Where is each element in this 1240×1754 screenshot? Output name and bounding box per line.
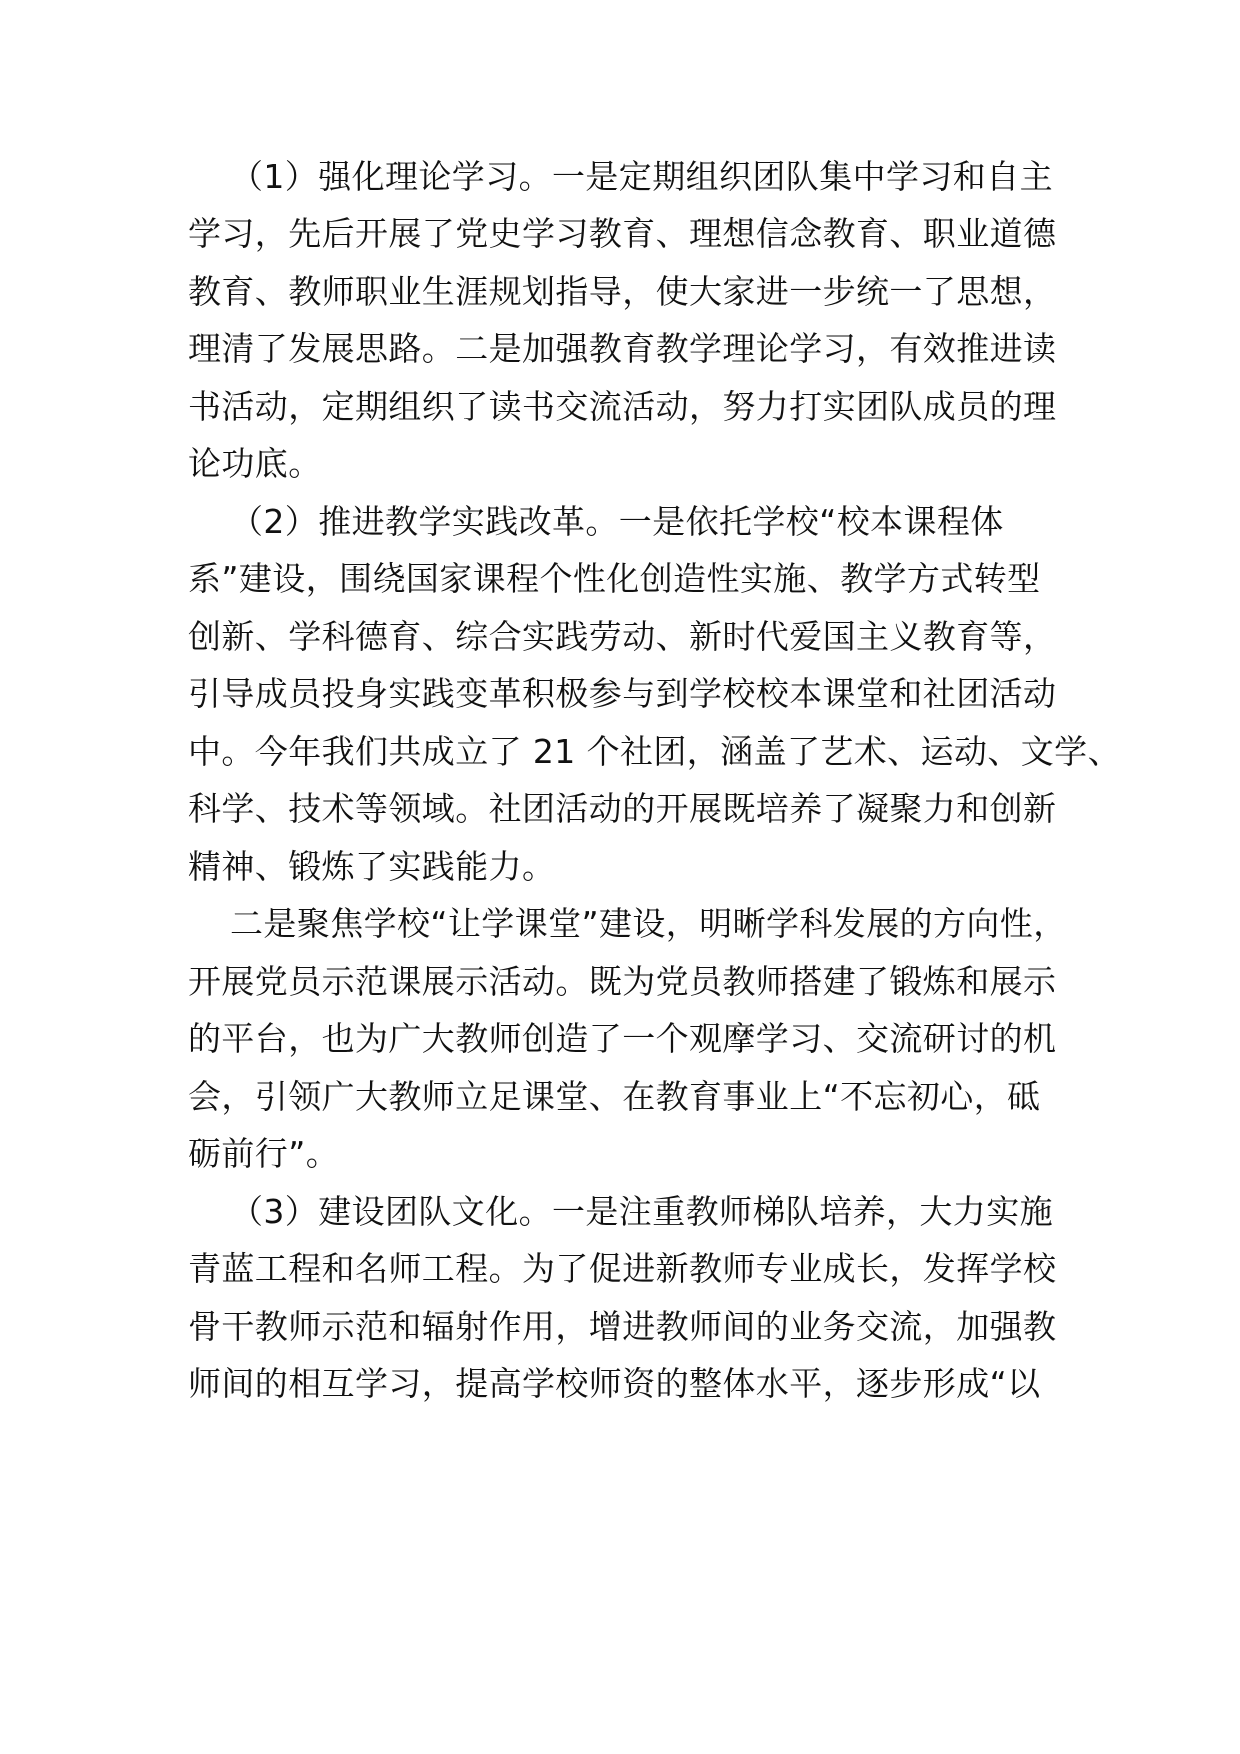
paragraph-3-line-4: 会，引领广大教师立足课堂、在教育事业上“不忘初心，砥 (188, 1077, 1041, 1116)
paragraph-1-line-1: （1）强化理论学习。一是定期组织团队集中学习和自主 (230, 157, 1053, 196)
paragraph-4-line-2: 青蓝工程和名师工程。为了促进新教师专业成长，发挥学校 (188, 1249, 1057, 1288)
paragraph-2-line-5: 中。今年我们共成立了 21 个社团，涵盖了艺术、运动、文学、 (188, 732, 1121, 771)
paragraph-1-line-2: 学习，先后开展了党史学习教育、理想信念教育、职业道德 (188, 214, 1057, 253)
paragraph-2-line-1: （2）推进教学实践改革。一是依托学校“校本课程体 (230, 502, 1004, 541)
paragraph-4-line-4: 师间的相互学习，提高学校师资的整体水平，逐步形成“以 (188, 1364, 1041, 1403)
paragraph-3-line-3: 的平台，也为广大教师创造了一个观摩学习、交流研讨的机 (188, 1019, 1057, 1058)
paragraph-1-line-3: 教育、教师职业生涯规划指导，使大家进一步统一了思想， (188, 272, 1057, 311)
paragraph-2-line-6: 科学、技术等领域。社团活动的开展既培养了凝聚力和创新 (188, 789, 1057, 828)
paragraph-2-line-7: 精神、锻炼了实践能力。 (188, 847, 556, 886)
paragraph-2-line-2: 系”建设，围绕国家课程个性化创造性实施、教学方式转型 (188, 559, 1041, 598)
paragraph-3-line-2: 开展党员示范课展示活动。既为党员教师搭建了锻炼和展示 (188, 962, 1057, 1001)
paragraph-1-line-5: 书活动，定期组织了读书交流活动，努力打实团队成员的理 (188, 387, 1057, 426)
paragraph-4-line-1: （3）建设团队文化。一是注重教师梯队培养，大力实施 (230, 1192, 1053, 1231)
paragraph-2-line-4: 引导成员投身实践变革积极参与到学校校本课堂和社团活动 (188, 674, 1057, 713)
paragraph-1-line-6: 论功底。 (188, 444, 322, 483)
paragraph-1-line-4: 理清了发展思路。二是加强教育教学理论学习，有效推进读 (188, 329, 1057, 368)
paragraph-2-line-3: 创新、学科德育、综合实践劳动、新时代爱国主义教育等， (188, 617, 1057, 656)
paragraph-4-line-3: 骨干教师示范和辐射作用，增进教师间的业务交流，加强教 (188, 1307, 1057, 1346)
paragraph-3-line-1: 二是聚焦学校“让学课堂”建设，明晰学科发展的方向性， (230, 904, 1067, 943)
paragraph-3-line-5: 砺前行”。 (188, 1134, 340, 1173)
